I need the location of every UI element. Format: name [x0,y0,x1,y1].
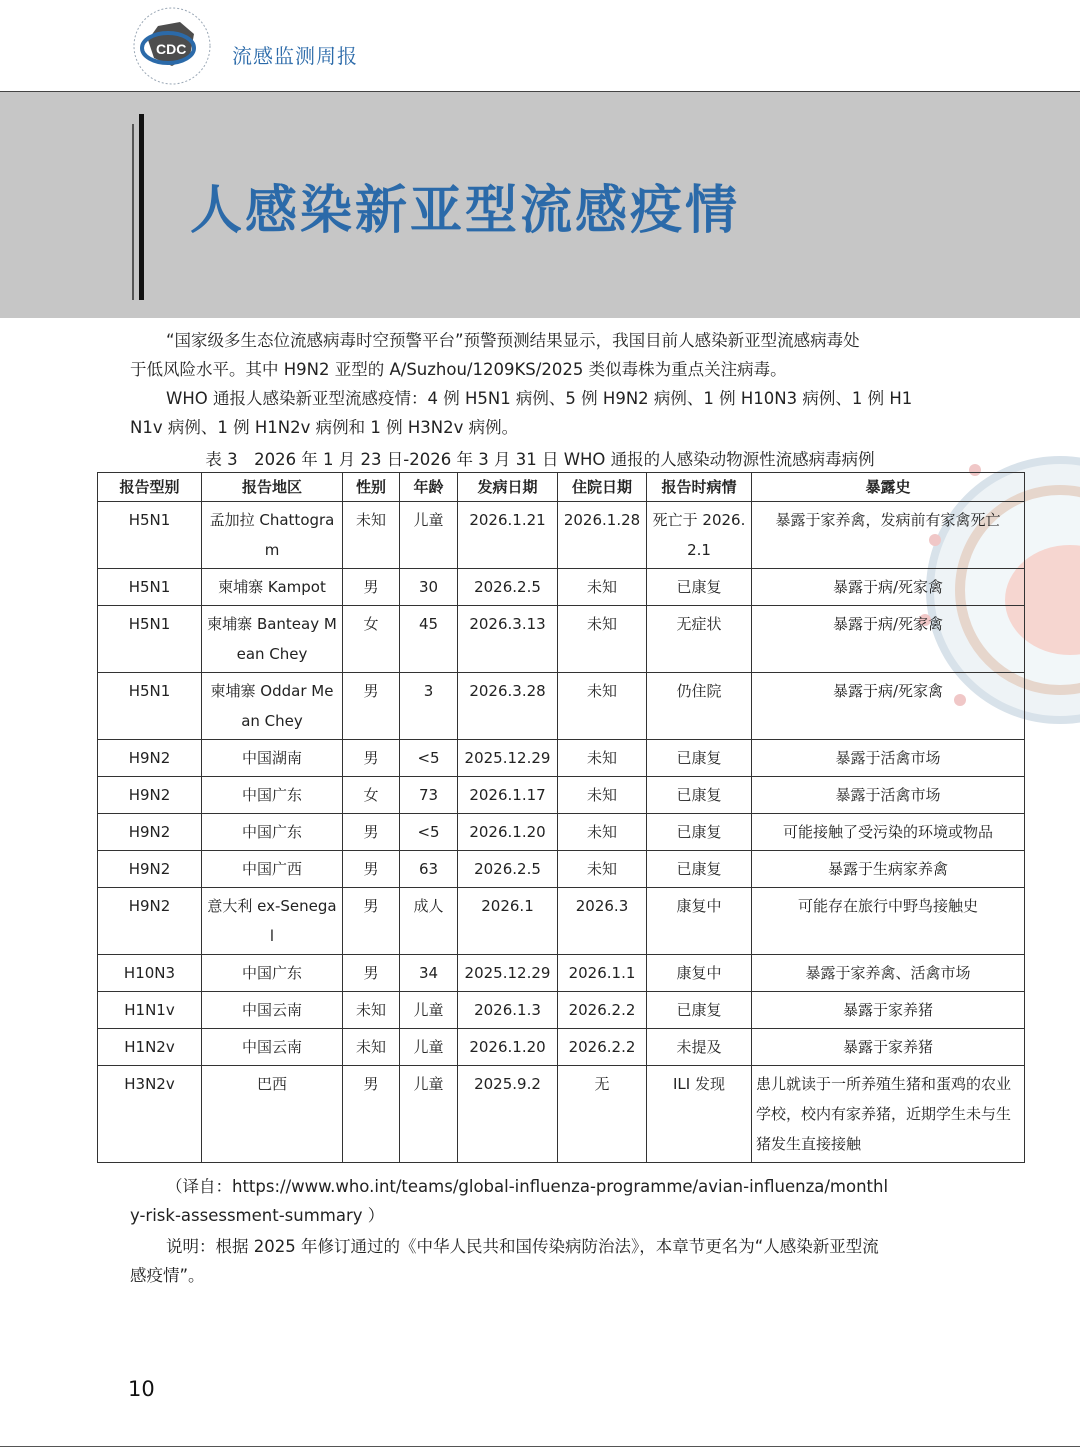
table-cell: <5 [400,814,458,851]
cdc-logo-icon [128,4,216,88]
column-header: 暴露史 [752,473,1025,502]
note-line-1: 说明：根据 2025 年修订通过的《中华人民共和国传染病防治法》，本章节更名为“人感染新亚型流 [166,1237,879,1256]
table-cell: 2025.12.29 [458,955,558,992]
table-cell: 仍住院 [647,673,752,740]
table-cell: 男 [343,955,400,992]
table-cell: 2025.9.2 [458,1066,558,1163]
table-cell: 中国广东 [202,814,343,851]
table-cell: 63 [400,851,458,888]
table-cell: 巴西 [202,1066,343,1163]
table-cell: 暴露于家养禽、活禽市场 [752,955,1025,992]
table-cell: H9N2 [98,777,202,814]
table-cell: 可能接触了受污染的环境或物品 [752,814,1025,851]
column-header: 报告时病情 [647,473,752,502]
table-cell: 中国湖南 [202,740,343,777]
table-cell: 73 [400,777,458,814]
table-cell: 男 [343,851,400,888]
table-row [98,955,1025,992]
table-cell: 2026.3.13 [458,606,558,673]
table-cell: 未知 [558,606,647,673]
footer-divider [0,1446,1080,1447]
table-cell: 意大利 ex-Senegal [202,888,343,955]
table-cell: 未知 [558,569,647,606]
table-cell: 暴露于家养猪 [752,1029,1025,1066]
table-cell: 45 [400,606,458,673]
table-cell: H1N2v [98,1029,202,1066]
table-cell: 已康复 [647,740,752,777]
column-header: 住院日期 [558,473,647,502]
table-cell: 2026.2.5 [458,569,558,606]
table-cell: 男 [343,673,400,740]
banner-accent-thin-bar [132,124,134,300]
table-cell: H9N2 [98,740,202,777]
column-header: 报告地区 [202,473,343,502]
column-header: 性别 [343,473,400,502]
table-cell: 2026.2.2 [558,1029,647,1066]
table-cell: H5N1 [98,606,202,673]
table-row [98,851,1025,888]
table-cell: 2025.12.29 [458,740,558,777]
table-cell: 2026.1.21 [458,502,558,569]
table-row [98,740,1025,777]
case-table [97,472,1025,1163]
table-cell: H3N2v [98,1066,202,1163]
table-cell: ILI 发现 [647,1066,752,1163]
table-cell: 未知 [558,740,647,777]
table-cell: 男 [343,740,400,777]
table-cell: H10N3 [98,955,202,992]
risk-assessment-line-1: “国家级多生态位流感病毒时空预警平台”预警预测结果显示，我国目前人感染新亚型流感病毒处 [166,331,860,350]
table-cell: 未知 [558,814,647,851]
note-line-2: 感疫情”。 [130,1266,205,1285]
table-cell: 女 [343,606,400,673]
table-cell: 女 [343,777,400,814]
page-number: 10 [128,1377,155,1401]
source-line-1: （译自：https://www.who.int/teams/global-influenza-programme/avian-influenza/monthl [166,1177,889,1196]
table-cell: 中国广东 [202,955,343,992]
table-cell: 2026.1.20 [458,1029,558,1066]
table-cell: 暴露于活禽市场 [752,740,1025,777]
table-cell: 未知 [558,851,647,888]
table-cell: H9N2 [98,851,202,888]
table-cell: 2026.1.20 [458,814,558,851]
table-row [98,814,1025,851]
table-row [98,502,1025,569]
table-cell: 2026.3.28 [458,673,558,740]
table-caption: 表 3 2026 年 1 月 23 日-2026 年 3 月 31 日 WHO 通报的人感染动物源性流感病毒病例 [205,450,875,469]
table-cell: 暴露于家养禽，发病前有家禽死亡 [752,502,1025,569]
table-cell: 2026.1.28 [558,502,647,569]
table-cell: 男 [343,569,400,606]
table-cell: 已康复 [647,851,752,888]
table-cell: H5N1 [98,502,202,569]
table-cell: 儿童 [400,502,458,569]
page-header [0,0,1080,92]
table-cell: 未提及 [647,1029,752,1066]
risk-assessment-line-2: 于低风险水平。其中 H9N2 亚型的 A/Suzhou/1209KS/2025 类似毒株为重点关注病毒。 [130,360,787,379]
table-cell: 暴露于生病家养禽 [752,851,1025,888]
table-cell: 暴露于病/死家禽 [752,569,1025,606]
table-cell: 34 [400,955,458,992]
table-cell: 未知 [343,502,400,569]
table-cell: 儿童 [400,992,458,1029]
table-row [98,888,1025,955]
table-cell: 未知 [343,1029,400,1066]
table-cell: 2026.1.17 [458,777,558,814]
table-cell: 男 [343,888,400,955]
table-cell: 柬埔寨 Banteay Mean Chey [202,606,343,673]
table-cell: H9N2 [98,888,202,955]
table-body [98,502,1025,1163]
table-cell: 已康复 [647,814,752,851]
table-cell: 中国云南 [202,1029,343,1066]
who-report-line-1: WHO 通报人感染新亚型流感疫情：4 例 H5N1 病例、5 例 H9N2 病例、1 例 H10N3 病例、1 例 H1 [166,389,913,408]
table-cell: 未知 [558,673,647,740]
table-row [98,777,1025,814]
table-cell: 未知 [343,992,400,1029]
table-cell: 已康复 [647,777,752,814]
table-row [98,606,1025,673]
table-cell: 暴露于病/死家禽 [752,606,1025,673]
table-cell: H5N1 [98,569,202,606]
table-cell: 死亡于 2026.2.1 [647,502,752,569]
table-cell: H5N1 [98,673,202,740]
table-cell: 3 [400,673,458,740]
table-cell: 男 [343,1066,400,1163]
source-line-2: y-risk-assessment-summary ） [130,1206,385,1225]
table-cell: 2026.2.5 [458,851,558,888]
table-cell: 康复中 [647,888,752,955]
table-cell: 患儿就读于一所养殖生猪和蛋鸡的农业学校，校内有家养猪，近期学生未与生猪发生直接接触 [752,1066,1025,1163]
table-cell: 无 [558,1066,647,1163]
table-cell: 柬埔寨 Kampot [202,569,343,606]
table-cell: 中国广东 [202,777,343,814]
table-row [98,569,1025,606]
table-cell: 中国云南 [202,992,343,1029]
column-header: 发病日期 [458,473,558,502]
table-cell: 2026.2.2 [558,992,647,1029]
column-header: 年龄 [400,473,458,502]
table-cell: 暴露于活禽市场 [752,777,1025,814]
publication-name: 流感监测周报 [232,44,358,68]
table-cell: 30 [400,569,458,606]
table-cell: 2026.1 [458,888,558,955]
table-row [98,992,1025,1029]
who-report-line-2: N1v 病例、1 例 H1N2v 病例和 1 例 H3N2v 病例。 [130,418,519,437]
svg-text:CDC: CDC [156,41,187,57]
table-cell: 已康复 [647,569,752,606]
column-header: 报告型别 [98,473,202,502]
chapter-title: 人感染新亚型流感疫情 [190,181,741,241]
table-cell: 成人 [400,888,458,955]
table-cell: H1N1v [98,992,202,1029]
table-cell: 未知 [558,777,647,814]
table-cell: 已康复 [647,992,752,1029]
table-row [98,1066,1025,1163]
table-cell: 孟加拉 Chattogram [202,502,343,569]
table-cell: 儿童 [400,1029,458,1066]
table-cell: <5 [400,740,458,777]
table-cell: 康复中 [647,955,752,992]
table-cell: 暴露于病/死家禽 [752,673,1025,740]
table-cell: 柬埔寨 Oddar Mean Chey [202,673,343,740]
table-cell: 可能存在旅行中野鸟接触史 [752,888,1025,955]
banner-accent-bar [139,114,144,300]
table-cell: 2026.1.3 [458,992,558,1029]
table-cell: 无症状 [647,606,752,673]
table-cell: 暴露于家养猪 [752,992,1025,1029]
table-cell: 儿童 [400,1066,458,1163]
table-row [98,673,1025,740]
table-cell: 男 [343,814,400,851]
table-cell: H9N2 [98,814,202,851]
table-cell: 中国广西 [202,851,343,888]
table-cell: 2026.1.1 [558,955,647,992]
table-cell: 2026.3 [558,888,647,955]
table-row [98,1029,1025,1066]
table-header-row [98,473,1025,502]
